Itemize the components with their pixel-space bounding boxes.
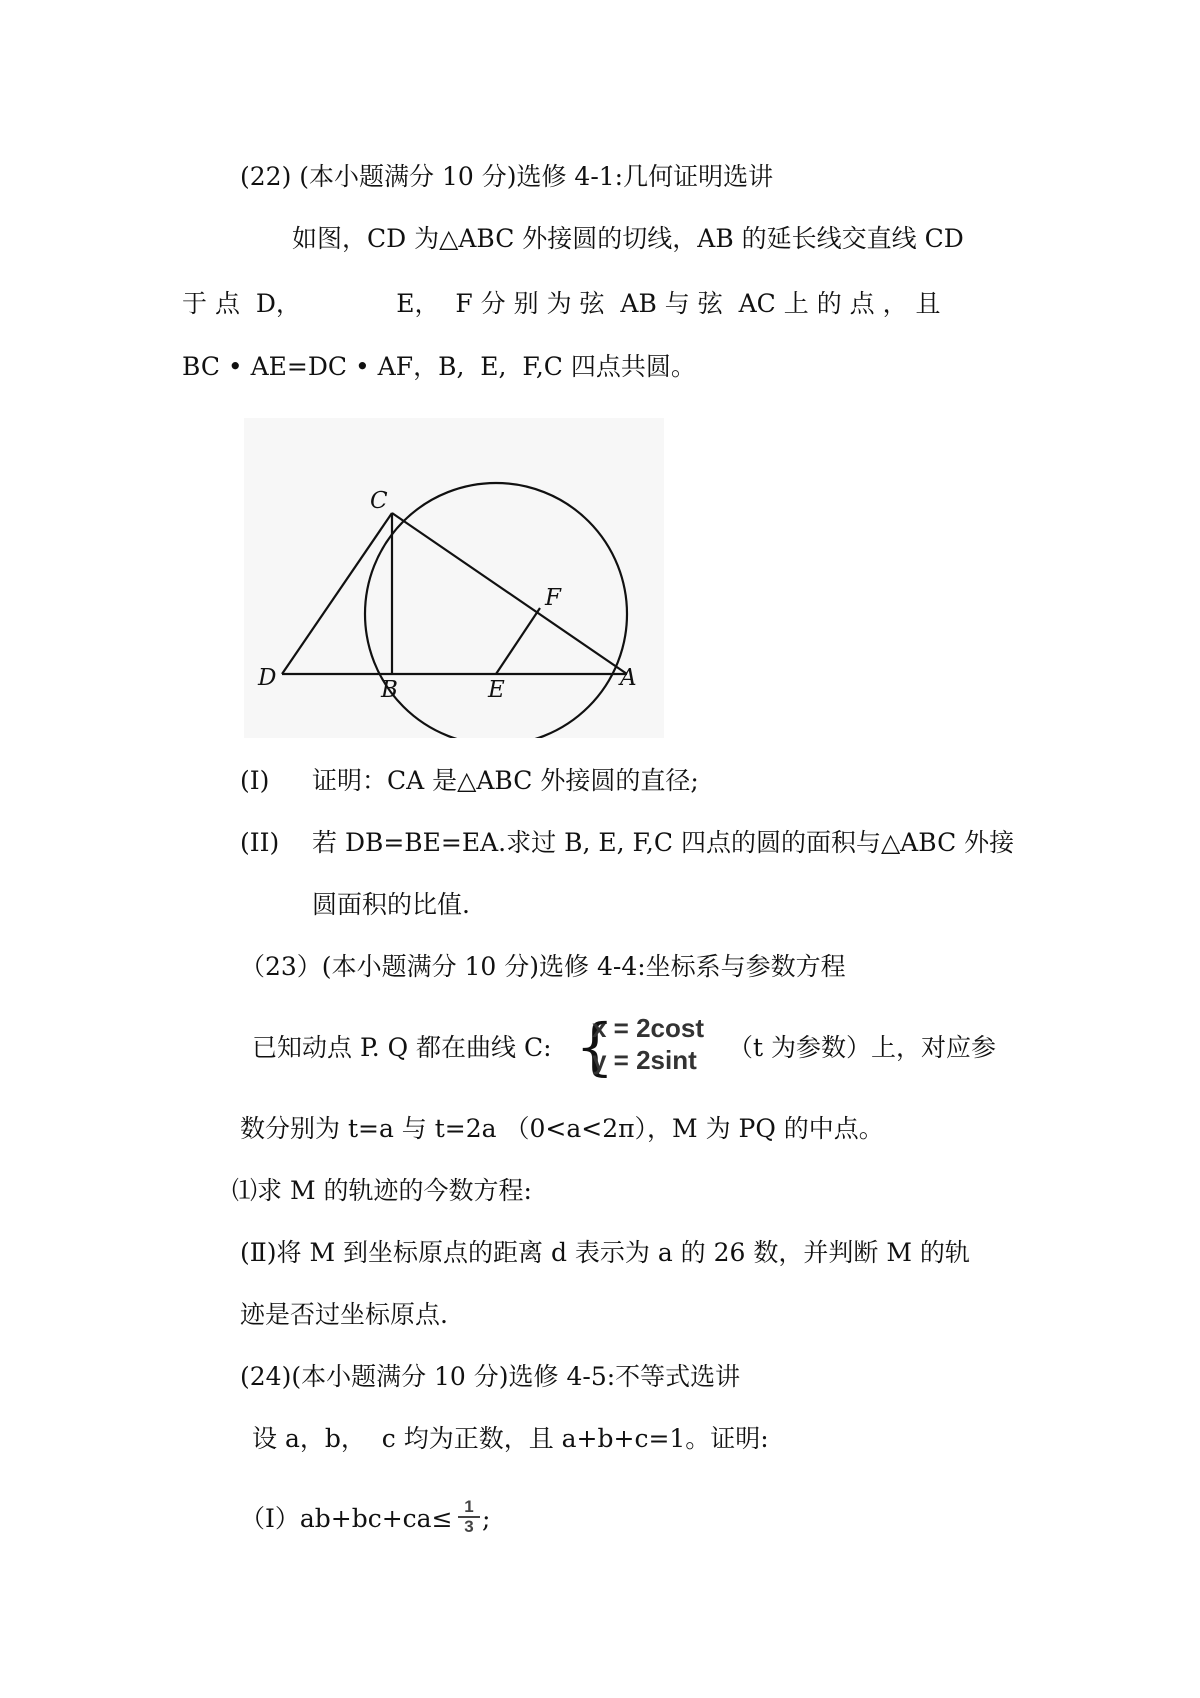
q23-line2: 数分别为 t=a 与 t=2a （0<a<2π），M 为 PQ 的中点。 [240, 1114, 884, 1143]
q22-part2-num: (II) [240, 828, 280, 857]
q22-part2-text-a: 若 DB=BE=EA.求过 B, E, F,C 四点的圆的面积与△ABC 外接 [312, 828, 1015, 857]
q23-part2-a: (Ⅱ)将 M 到坐标原点的距离 d 表示为 a 的 26 数，并判断 M 的轨 [240, 1238, 970, 1267]
label-A: A [620, 665, 637, 691]
equation-x: x = 2cost [592, 1013, 705, 1043]
q23-line1-post: （t 为参数）上，对应参 [728, 1033, 996, 1062]
q22-line1: 如图，CD 为△ABC 外接圆的切线，AB 的延长线交直线 CD [292, 224, 964, 253]
q22-line2: 于 点 D， E， F 分 别 为 弦 AB 与 弦 AC 上 的 点 ， 且 [182, 289, 941, 318]
q23-part2-b: 迹是否过坐标原点. [240, 1300, 448, 1329]
equation-y: y = 2sint [592, 1045, 697, 1075]
q22-line3: BC • AE=DC • AF，B, E, F,C 四点共圆。 [182, 352, 696, 381]
label-B: B [381, 677, 398, 703]
q24-header: (24)(本小题满分 10 分)选修 4-5:不等式选讲 [240, 1362, 741, 1391]
q22-part2-text-b: 圆面积的比值. [312, 890, 470, 919]
fraction-denominator: 3 [464, 1517, 474, 1536]
geometry-figure [244, 418, 664, 738]
q24-part1-post: ; [482, 1504, 491, 1533]
label-E: E [488, 677, 505, 703]
q23-part1: ⑴求 M 的轨迹的今数方程: [232, 1176, 532, 1205]
label-D: D [258, 665, 277, 691]
label-C: C [370, 488, 388, 514]
q22-part1-text: 证明：CA 是△ABC 外接圆的直径; [312, 766, 699, 795]
q22-part1-num: (I) [240, 766, 270, 795]
fraction-numerator: 1 [458, 1498, 480, 1518]
q22-header: (22) (本小题满分 10 分)选修 4-1:几何证明选讲 [240, 162, 774, 191]
q23-line1-pre: 已知动点 P. Q 都在曲线 C: [252, 1033, 552, 1062]
q23-header: （23）(本小题满分 10 分)选修 4-4:坐标系与参数方程 [240, 952, 846, 981]
q24-line1: 设 a，b， c 均为正数，且 a+b+c=1。证明: [252, 1424, 769, 1453]
label-F: F [545, 585, 561, 611]
left-brace-icon: { [575, 1010, 615, 1083]
q24-part1-pre: （Ⅰ）ab+bc+ca≤ [240, 1504, 453, 1533]
fraction-one-third [458, 1498, 480, 1536]
